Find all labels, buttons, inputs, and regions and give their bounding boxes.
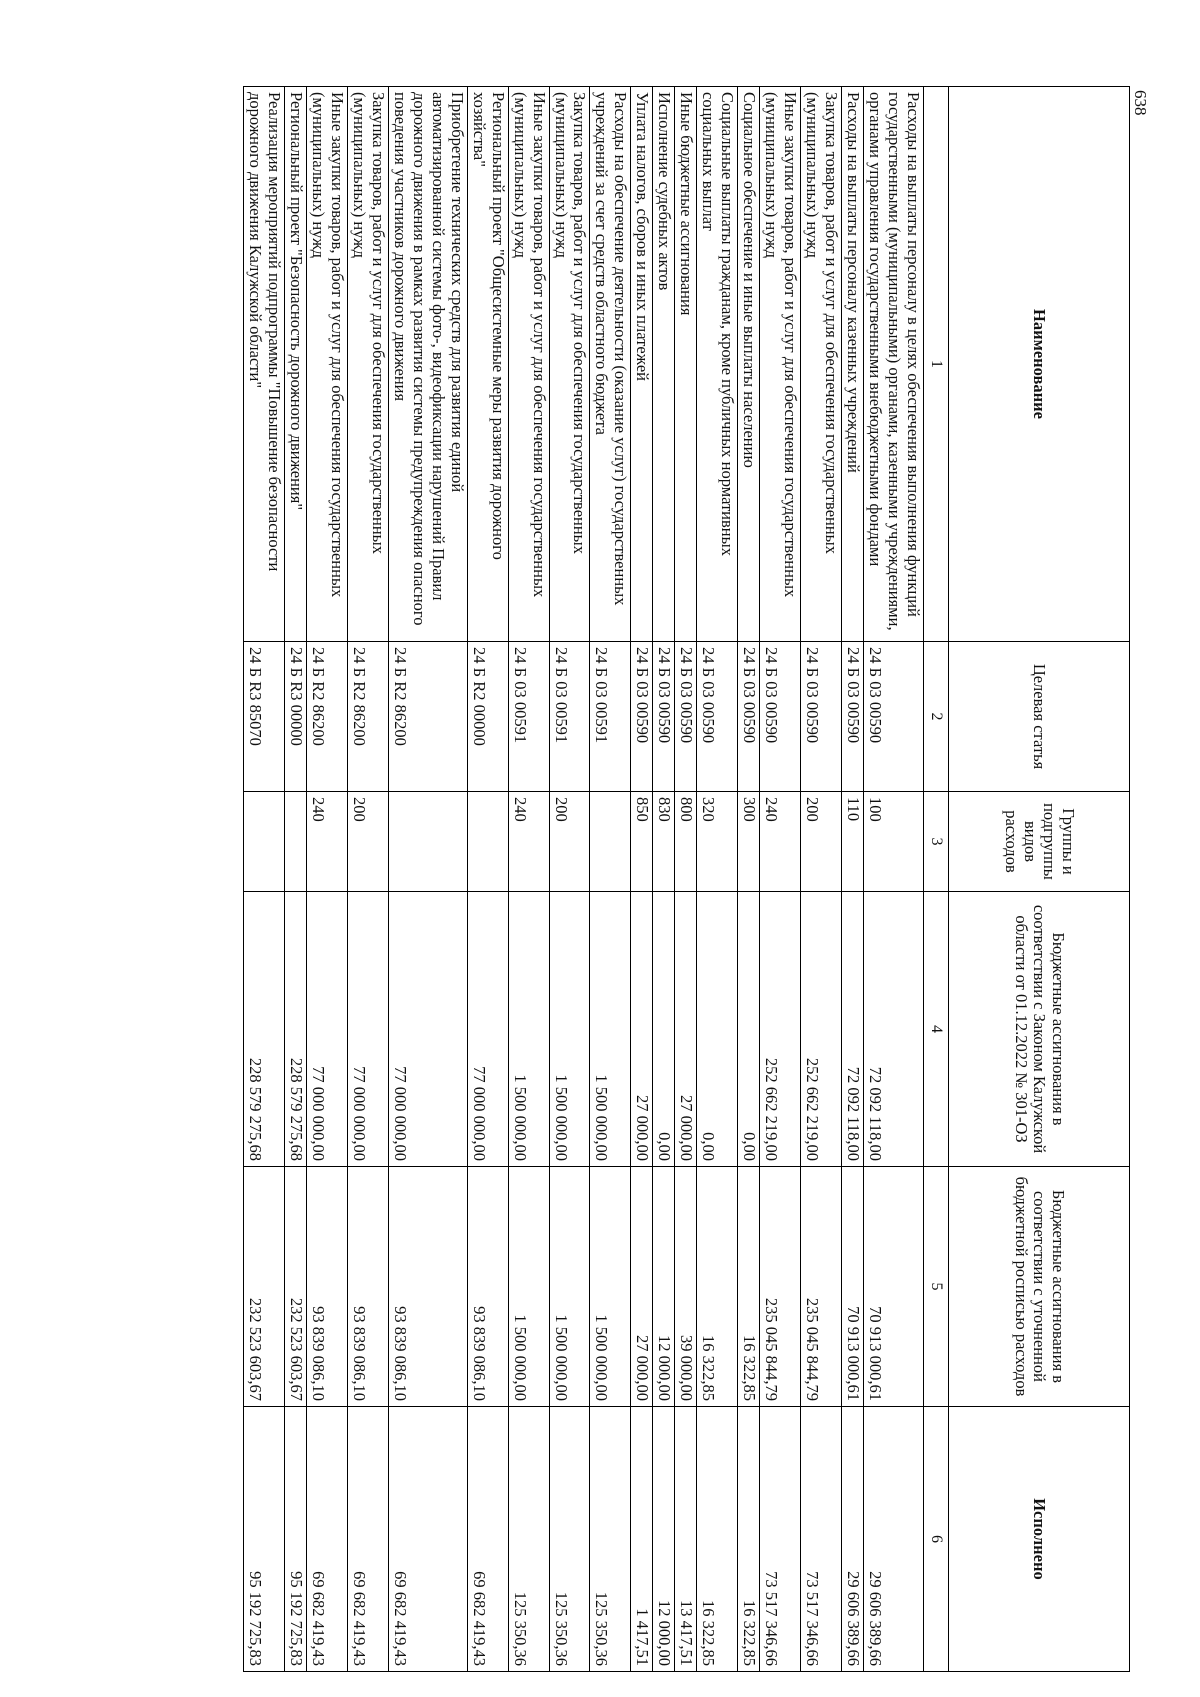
- row-law-amount: 77 000 000,00: [347, 892, 388, 1167]
- table-row: [864, 87, 924, 1672]
- row-performed-amount: 1 417,51: [631, 1407, 653, 1672]
- row-name: Расходы на выплаты персоналу в целях обеспечения выполнения функций государственными (муниципальными) органами, казенными учреждениями, органами управления государственными внебюджетными фондами: [864, 87, 924, 642]
- table-row: [631, 87, 653, 1672]
- row-budget-amount: 1 500 000,00: [549, 1167, 590, 1407]
- row-performed-amount: 69 682 419,43: [347, 1407, 388, 1672]
- row-performed-amount: 69 682 419,43: [306, 1407, 347, 1672]
- row-name: Закупка товаров, работ и услуг для обеспечения государственных (муниципальных) нужд: [549, 87, 590, 642]
- row-expense-group: 200: [549, 792, 590, 892]
- row-target-article: 24 Б R3 00000: [284, 642, 306, 792]
- row-name: Иные закупки товаров, работ и услуг для обеспечения государственных (муниципальных) нужд: [760, 87, 801, 642]
- row-expense-group: 850: [631, 792, 653, 892]
- row-performed-amount: 13 417,51: [675, 1407, 697, 1672]
- row-law-amount: 1 500 000,00: [508, 892, 549, 1167]
- row-expense-group: 110: [842, 792, 864, 892]
- row-law-amount: 228 579 275,68: [284, 892, 306, 1167]
- row-budget-amount: 16 322,85: [697, 1167, 738, 1407]
- row-target-article: 24 Б 03 00590: [760, 642, 801, 792]
- column-number-row: [924, 87, 949, 1672]
- row-target-article: 24 Б 03 00590: [631, 642, 653, 792]
- row-budget-amount: 93 839 086,10: [347, 1167, 388, 1407]
- table-row: [675, 87, 697, 1672]
- row-law-amount: 77 000 000,00: [388, 892, 467, 1167]
- row-expense-group: 200: [801, 792, 842, 892]
- row-name: Региональный проект "Общесистемные меры развития дорожного хозяйства": [467, 87, 508, 642]
- row-target-article: 24 Б 03 00590: [864, 642, 924, 792]
- row-performed-amount: 29 606 389,66: [864, 1407, 924, 1672]
- row-performed-amount: 73 517 346,66: [760, 1407, 801, 1672]
- row-expense-group: 300: [738, 792, 760, 892]
- row-law-amount: 0,00: [738, 892, 760, 1167]
- row-performed-amount: 125 350,36: [549, 1407, 590, 1672]
- row-target-article: 24 Б 03 00591: [590, 642, 631, 792]
- row-expense-group: [590, 792, 631, 892]
- row-budget-amount: 12 000,00: [653, 1167, 675, 1407]
- row-law-amount: 27 000,00: [675, 892, 697, 1167]
- row-budget-amount: 16 322,85: [738, 1167, 760, 1407]
- row-expense-group: 830: [653, 792, 675, 892]
- table-row: [467, 87, 508, 1672]
- row-name: Реализация мероприятий подпрограммы "Повышение безопасности дорожного движения Калужской области": [244, 87, 285, 642]
- budget-table-sheet: [125, 86, 1130, 1671]
- table-row: [653, 87, 675, 1672]
- row-name: Иные закупки товаров, работ и услуг для обеспечения государственных (муниципальных) нужд: [508, 87, 549, 642]
- row-law-amount: 72 092 118,00: [842, 892, 864, 1167]
- header-name: Наименование: [949, 87, 1130, 642]
- row-budget-amount: 232 523 603,67: [244, 1167, 285, 1407]
- row-budget-amount: 235 045 844,79: [801, 1167, 842, 1407]
- row-name: Расходы на выплаты персоналу казенных учреждений: [842, 87, 864, 642]
- row-expense-group: 100: [864, 792, 924, 892]
- row-law-amount: 1 500 000,00: [549, 892, 590, 1167]
- header-row: [949, 87, 1130, 1672]
- table-row: [842, 87, 864, 1672]
- row-budget-amount: 93 839 086,10: [388, 1167, 467, 1407]
- column-number: 5: [924, 1167, 949, 1407]
- row-performed-amount: 95 192 725,83: [244, 1407, 285, 1672]
- column-number: 3: [924, 792, 949, 892]
- row-performed-amount: 69 682 419,43: [388, 1407, 467, 1672]
- table-row: [306, 87, 347, 1672]
- table-row: [760, 87, 801, 1672]
- row-target-article: 24 Б R2 86200: [388, 642, 467, 792]
- header-expense-groups: Группы и подгруппы видов расходов: [949, 792, 1130, 892]
- row-law-amount: 0,00: [653, 892, 675, 1167]
- header-performed: Исполнено: [949, 1407, 1130, 1672]
- row-budget-amount: 235 045 844,79: [760, 1167, 801, 1407]
- row-target-article: 24 Б 03 00590: [738, 642, 760, 792]
- row-expense-group: 200: [347, 792, 388, 892]
- row-target-article: 24 Б 03 00590: [675, 642, 697, 792]
- row-performed-amount: 125 350,36: [590, 1407, 631, 1672]
- row-budget-amount: 70 913 000,61: [864, 1167, 924, 1407]
- row-expense-group: 800: [675, 792, 697, 892]
- row-performed-amount: 69 682 419,43: [467, 1407, 508, 1672]
- table-row: [549, 87, 590, 1672]
- table-row: [738, 87, 760, 1672]
- row-performed-amount: 12 000,00: [653, 1407, 675, 1672]
- row-expense-group: [467, 792, 508, 892]
- row-expense-group: 240: [508, 792, 549, 892]
- row-target-article: 24 Б R2 86200: [306, 642, 347, 792]
- row-expense-group: 240: [306, 792, 347, 892]
- page-number: 638: [1131, 90, 1150, 116]
- row-budget-amount: 39 000,00: [675, 1167, 697, 1407]
- row-name: Уплата налогов, сборов и иных платежей: [631, 87, 653, 642]
- row-budget-amount: 1 500 000,00: [508, 1167, 549, 1407]
- table-row: [244, 87, 285, 1672]
- header-law-allocations: Бюджетные ассигнования в соответствии с Законом Калужской области от 01.12.2022 № 301-ОЗ: [949, 892, 1130, 1167]
- row-target-article: 24 Б R2 86200: [347, 642, 388, 792]
- row-budget-amount: 93 839 086,10: [467, 1167, 508, 1407]
- row-budget-amount: 232 523 603,67: [284, 1167, 306, 1407]
- row-name: Иные закупки товаров, работ и услуг для обеспечения государственных (муниципальных) нужд: [306, 87, 347, 642]
- row-performed-amount: 16 322,85: [738, 1407, 760, 1672]
- row-name: Иные бюджетные ассигнования: [675, 87, 697, 642]
- header-budget-allocations: Бюджетные ассигнования в соответствии с уточненной бюджетной росписью расходов: [949, 1167, 1130, 1407]
- table-row: [347, 87, 388, 1672]
- row-law-amount: 77 000 000,00: [306, 892, 347, 1167]
- table-row: [590, 87, 631, 1672]
- row-target-article: 24 Б 03 00591: [549, 642, 590, 792]
- row-target-article: 24 Б 03 00590: [697, 642, 738, 792]
- row-target-article: 24 Б 03 00591: [508, 642, 549, 792]
- row-law-amount: 77 000 000,00: [467, 892, 508, 1167]
- budget-execution-table: [243, 86, 1130, 1672]
- row-law-amount: 1 500 000,00: [590, 892, 631, 1167]
- row-expense-group: 320: [697, 792, 738, 892]
- row-performed-amount: 125 350,36: [508, 1407, 549, 1672]
- table-row: [697, 87, 738, 1672]
- row-target-article: 24 Б 03 00590: [842, 642, 864, 792]
- table-row: [388, 87, 467, 1672]
- row-law-amount: 0,00: [697, 892, 738, 1167]
- column-number: 6: [924, 1407, 949, 1672]
- row-name: Закупка товаров, работ и услуг для обеспечения государственных (муниципальных) нужд: [347, 87, 388, 642]
- column-number: 1: [924, 87, 949, 642]
- row-target-article: 24 Б R3 85070: [244, 642, 285, 792]
- row-expense-group: [284, 792, 306, 892]
- row-law-amount: 72 092 118,00: [864, 892, 924, 1167]
- row-name: Региональный проект "Безопасность дорожного движения": [284, 87, 306, 642]
- row-law-amount: 228 579 275,68: [244, 892, 285, 1167]
- table-row: [801, 87, 842, 1672]
- row-target-article: 24 Б R2 00000: [467, 642, 508, 792]
- header-target-article: Целевая статья: [949, 642, 1130, 792]
- row-name: Исполнение судебных актов: [653, 87, 675, 642]
- row-performed-amount: 29 606 389,66: [842, 1407, 864, 1672]
- column-number: 4: [924, 892, 949, 1167]
- row-performed-amount: 16 322,85: [697, 1407, 738, 1672]
- column-number: 2: [924, 642, 949, 792]
- row-performed-amount: 95 192 725,83: [284, 1407, 306, 1672]
- row-name: Социальное обеспечение и иные выплаты населению: [738, 87, 760, 642]
- row-expense-group: 240: [760, 792, 801, 892]
- row-name: Приобретение технических средств для развития единой автоматизированной системы фото-, видеофиксации нарушений Правил дорожного движения в рамках развития системы предупреждения опасного поведения участников дорожного движения: [388, 87, 467, 642]
- row-expense-group: [388, 792, 467, 892]
- row-budget-amount: 1 500 000,00: [590, 1167, 631, 1407]
- row-expense-group: [244, 792, 285, 892]
- row-budget-amount: 93 839 086,10: [306, 1167, 347, 1407]
- row-law-amount: 27 000,00: [631, 892, 653, 1167]
- row-budget-amount: 27 000,00: [631, 1167, 653, 1407]
- row-name: Расходы на обеспечение деятельности (оказание услуг) государственных учреждений за счет средств областного бюджета: [590, 87, 631, 642]
- row-law-amount: 252 662 219,00: [801, 892, 842, 1167]
- row-target-article: 24 Б 03 00590: [801, 642, 842, 792]
- row-budget-amount: 70 913 000,61: [842, 1167, 864, 1407]
- row-law-amount: 252 662 219,00: [760, 892, 801, 1167]
- row-name: Социальные выплаты гражданам, кроме публичных нормативных социальных выплат: [697, 87, 738, 642]
- row-performed-amount: 73 517 346,66: [801, 1407, 842, 1672]
- table-row: [508, 87, 549, 1672]
- row-target-article: 24 Б 03 00590: [653, 642, 675, 792]
- row-name: Закупка товаров, работ и услуг для обеспечения государственных (муниципальных) нужд: [801, 87, 842, 642]
- table-row: [284, 87, 306, 1672]
